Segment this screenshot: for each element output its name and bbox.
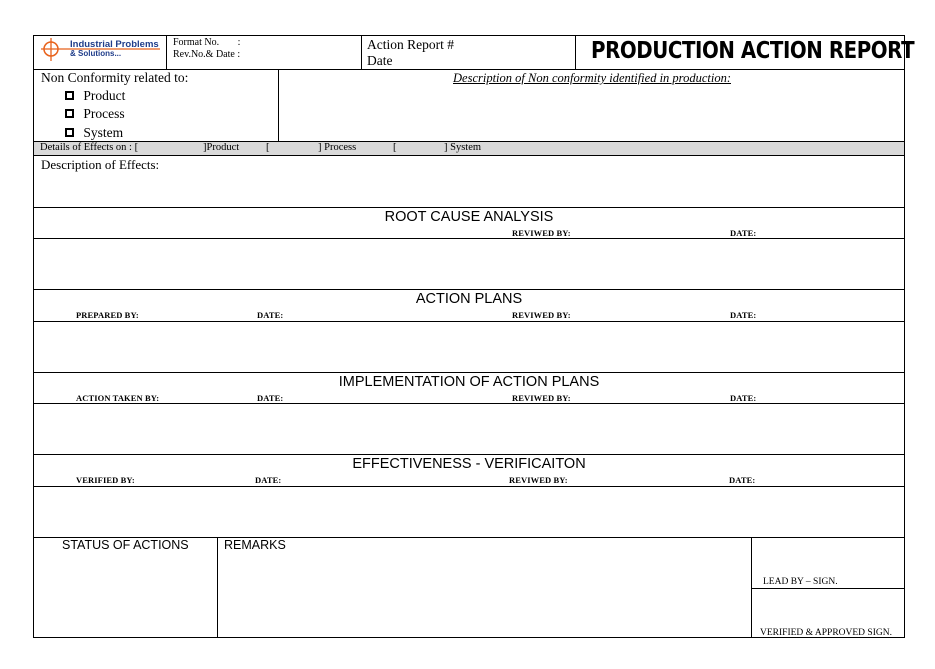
divider (33, 207, 905, 208)
effectiveness-date-label: DATE: (255, 475, 282, 485)
implementation-taken-label: ACTION TAKEN BY: (76, 393, 160, 403)
action-report-number-label: Action Report # (367, 37, 454, 52)
effects-description-field[interactable] (34, 175, 904, 207)
divider (751, 588, 905, 589)
checkbox-label: System (83, 125, 124, 140)
effects-bracket: [ (266, 142, 270, 153)
effects-description-label: Description of Effects: (41, 157, 160, 172)
action-plans-title: ACTION PLANS (415, 291, 523, 307)
page-title: PRODUCTION ACTION REPORT (591, 38, 915, 64)
effects-prefix: Details of Effects on : [ (40, 142, 139, 153)
divider (33, 155, 905, 156)
implementation-review-date-label: DATE: (730, 393, 757, 403)
root-cause-field[interactable] (34, 239, 904, 289)
action-plans-prepared-label: PREPARED BY: (76, 310, 139, 320)
checkbox-product[interactable] (65, 88, 125, 104)
logo-line2: & Solutions... (70, 49, 122, 58)
status-field[interactable] (34, 556, 216, 637)
implementation-title: IMPLEMENTATION OF ACTION PLANS (338, 374, 600, 390)
effects-process-label: ] Process (318, 142, 357, 153)
action-plans-date-label: DATE: (257, 310, 284, 320)
report-date-label: Date (367, 53, 393, 68)
divider (575, 35, 576, 69)
format-no-colon: : (237, 37, 241, 48)
checkbox-label: Process (83, 106, 125, 121)
remarks-label: REMARKS (224, 538, 286, 552)
divider (166, 35, 167, 69)
checkbox-system[interactable] (65, 125, 123, 141)
logo-line1: Industrial Problems (70, 39, 159, 50)
implementation-field[interactable] (34, 404, 904, 454)
lead-sign-label: LEAD BY – SIGN. (763, 577, 838, 587)
format-no-text: Format No. (173, 37, 220, 48)
action-plans-reviewed-label: REVIWED BY: (512, 310, 571, 320)
root-cause-title: ROOT CAUSE ANALYSIS (384, 209, 554, 225)
effectiveness-verified-label: VERIFIED BY: (76, 475, 135, 485)
root-cause-reviewed-label: REVIWED BY: (512, 228, 571, 238)
verified-approved-sign-label: VERIFIED & APPROVED SIGN. (760, 628, 892, 638)
divider (33, 454, 905, 455)
effectiveness-reviewed-label: REVIWED BY: (509, 475, 568, 485)
checkbox-icon[interactable] (65, 128, 74, 137)
company-logo (38, 37, 164, 67)
divider (33, 372, 905, 373)
effects-product-label: ]Product (203, 142, 240, 153)
nonconformity-description-label: Description of Non conformity identified in production: (453, 71, 731, 85)
action-plans-field[interactable] (34, 322, 904, 372)
checkbox-icon[interactable] (65, 91, 74, 100)
remarks-field[interactable] (218, 556, 750, 637)
rev-no-date-label: Rev.No.& Date : (173, 49, 241, 60)
checkbox-icon[interactable] (65, 109, 74, 118)
status-of-actions-label: STATUS OF ACTIONS (62, 538, 189, 552)
checkbox-process[interactable] (65, 106, 125, 122)
effectiveness-title: EFFECTIVENESS - VERIFICAITON (352, 456, 586, 472)
nonconformity-heading: Non Conformity related to: (41, 70, 189, 85)
effects-system-label: ] System (444, 142, 482, 153)
effects-bracket: [ (393, 142, 397, 153)
implementation-reviewed-label: REVIWED BY: (512, 393, 571, 403)
checkbox-label: Product (83, 88, 126, 103)
effectiveness-review-date-label: DATE: (729, 475, 756, 485)
divider (33, 289, 905, 290)
format-no-label (173, 37, 240, 48)
implementation-date-label: DATE: (257, 393, 284, 403)
action-plans-review-date-label: DATE: (730, 310, 757, 320)
effectiveness-field[interactable] (34, 487, 904, 537)
divider (361, 35, 362, 69)
root-cause-date-label: DATE: (730, 228, 757, 238)
